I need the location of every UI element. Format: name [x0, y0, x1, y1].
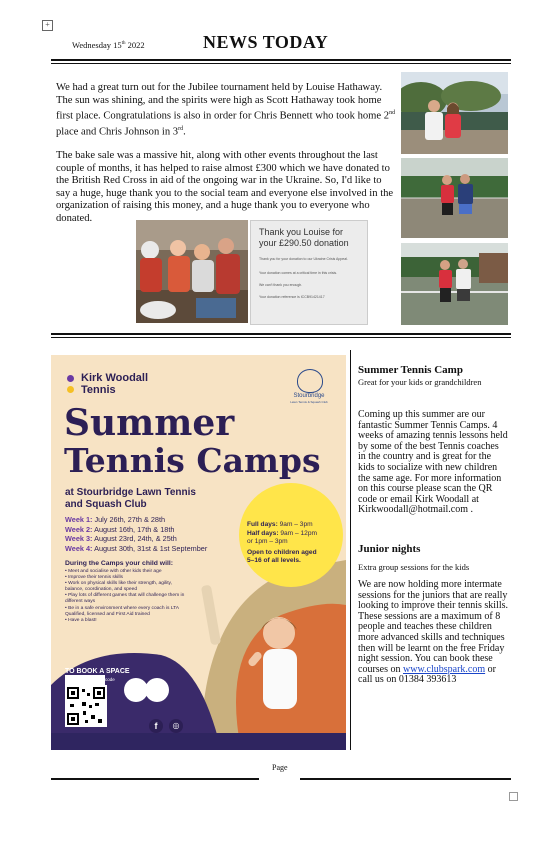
- benefit-item: • Have a blast!: [65, 617, 97, 623]
- donation-line-3: We can't thank you enough.: [259, 283, 303, 287]
- donation-line-4: Your donation reference is ICCB91421417: [259, 295, 325, 299]
- time-full: Full days: 9am – 3pm: [247, 521, 313, 528]
- junior-subheading: Extra group sessions for the kids: [358, 562, 470, 572]
- section-rule-bottom: [51, 337, 511, 338]
- benefit-item: • Meet and socialise with other kids their age: [65, 569, 162, 574]
- donation-line-2: Your donation comes at a critical time in this crisis.: [259, 271, 338, 275]
- instagram-icon[interactable]: ◎: [169, 719, 183, 733]
- times-block: [247, 521, 317, 566]
- junior-heading: Junior nights: [358, 543, 421, 555]
- section-rule-top: [51, 333, 511, 335]
- camp-heading: Summer Tennis Camp: [358, 364, 463, 376]
- book-sub: Tap or scan the QR code: [65, 677, 115, 682]
- qr-code[interactable]: [65, 685, 107, 727]
- newsletter-title: NEWS TODAY: [203, 32, 329, 52]
- page-corner-marker: [509, 792, 518, 801]
- ages-line-2: 5–16 of all levels.: [247, 557, 301, 564]
- benefit-item: • Play lots of different games that will challenge them in different ways: [65, 593, 185, 605]
- bake-sale-photo: [136, 220, 248, 323]
- donation-line-1: Thank you for your donation to our Ukraine Crisis Appeal.: [259, 257, 348, 261]
- week-3: Week 3: August 23rd, 24th, & 25th: [65, 534, 177, 543]
- bake-sale-paragraph: The bake sale was a massive hit, along with other events throughout the last couple of months, it has helped to raise almost £300 which we have donated to the British Red Cross in aid of the ongoing war in the Ukraine. So, I'd like to say a huge, huge thank you to the social team and everyone else involved in the organization of raising this money, and a huge thank you to everyone who donated.: [56, 150, 394, 224]
- footer-rule-right: [300, 778, 511, 780]
- tournament-photo-3: [401, 243, 508, 325]
- issue-date: Wednesday 15th 2022: [72, 40, 145, 50]
- club-logo-text: Stourbridge: [293, 393, 325, 399]
- poster-title-2: Tennis Camps: [64, 441, 321, 480]
- clubspark-link[interactable]: www.clubspark.com: [403, 663, 486, 675]
- week-2: Week 2: August 16th, 17th & 18th: [65, 524, 175, 534]
- brand-ball-icon-2: [67, 386, 74, 393]
- week-1: Week 1: July 26th, 27th & 28th: [65, 515, 166, 524]
- page-label: Page: [272, 763, 288, 772]
- time-half: Half days: 9am – 12pm: [247, 529, 317, 537]
- column-divider: [350, 350, 351, 750]
- poster-brand-2: Tennis: [81, 384, 116, 396]
- benefit-item: • Improve their tennis skills: [65, 575, 123, 581]
- book-heading: TO BOOK A SPACE: [65, 668, 130, 675]
- qr-code-icon: [65, 685, 107, 727]
- brand-ball-icon: [67, 375, 74, 382]
- junior-paragraph: We are now holding more intermate sessions for the juniors that are really looking to improve their tennis skills. These sessions are a maximum of 8 people and teaches these children more advanced skills and techniques then will be learnt on the free Friday night session. You can book these courses on www.clubspark.com or call us on 01384 393613: [358, 579, 508, 686]
- weeks-list: [65, 515, 207, 553]
- jubilee-paragraph: We had a great turn out for the Jubilee tournament held by Louise Hathaway. The sun was shining, and the spirits were high as Scott Hathaway took home first place. Congratulations is also in order for Chris Bennett who took home 2nd place and Chris Johnson in 3rd.: [56, 82, 396, 138]
- benefit-item: • Be in a safe environment where every coach is LTA Qualified, licensed and First Aid trained: [65, 605, 179, 617]
- club-crest-icon: [297, 369, 323, 393]
- donation-receipt: [250, 220, 368, 325]
- tournament-photo-2: [401, 158, 508, 238]
- poster-subtitle-1: at Stourbridge Lawn Tennis: [65, 487, 196, 498]
- header-rule-top: [51, 59, 511, 61]
- table-move-handle-icon[interactable]: +: [42, 20, 53, 31]
- camp-paragraph: Coming up this summer are our fantastic Summer Tennis Camps. 4 weeks of amazing tennis lessons held by some of the best Tennis coaches in the country and is great for the kids to socialize with new children the same age. For more information on this course please scan the QR code or email Kirk Woodall at Kirkwoodall@hotmail.com .: [358, 409, 508, 516]
- benefit-item: • Work on physical skills like their strength, agility, balance, coordination, and speed: [65, 581, 172, 593]
- ages-line-1: Open to children aged: [247, 548, 317, 556]
- tournament-photo-1: [401, 72, 508, 154]
- footer-rule-left: [51, 778, 259, 780]
- poster-brand: Kirk Woodall: [81, 372, 149, 384]
- facebook-icon[interactable]: f: [149, 719, 163, 733]
- benefits-list: [65, 569, 191, 624]
- header-rule-bottom: [51, 63, 511, 64]
- poster-title-1: Summer: [64, 402, 235, 444]
- donation-heading: Thank you Louise for your £290.50 donation: [259, 227, 349, 248]
- during-heading: During the Camps your child will:: [65, 560, 174, 567]
- camp-subheading: Great for your kids or grandchildren: [358, 377, 482, 387]
- time-half-alt: or 1pm – 3pm: [247, 538, 288, 545]
- club-logo-sub: Lawn Tennis & Squash Club: [290, 400, 328, 404]
- week-4: Week 4: August 30th, 31st & 1st September: [65, 543, 208, 553]
- poster-subtitle-2: and Squash Club: [65, 499, 147, 510]
- summer-camps-poster: [51, 355, 346, 750]
